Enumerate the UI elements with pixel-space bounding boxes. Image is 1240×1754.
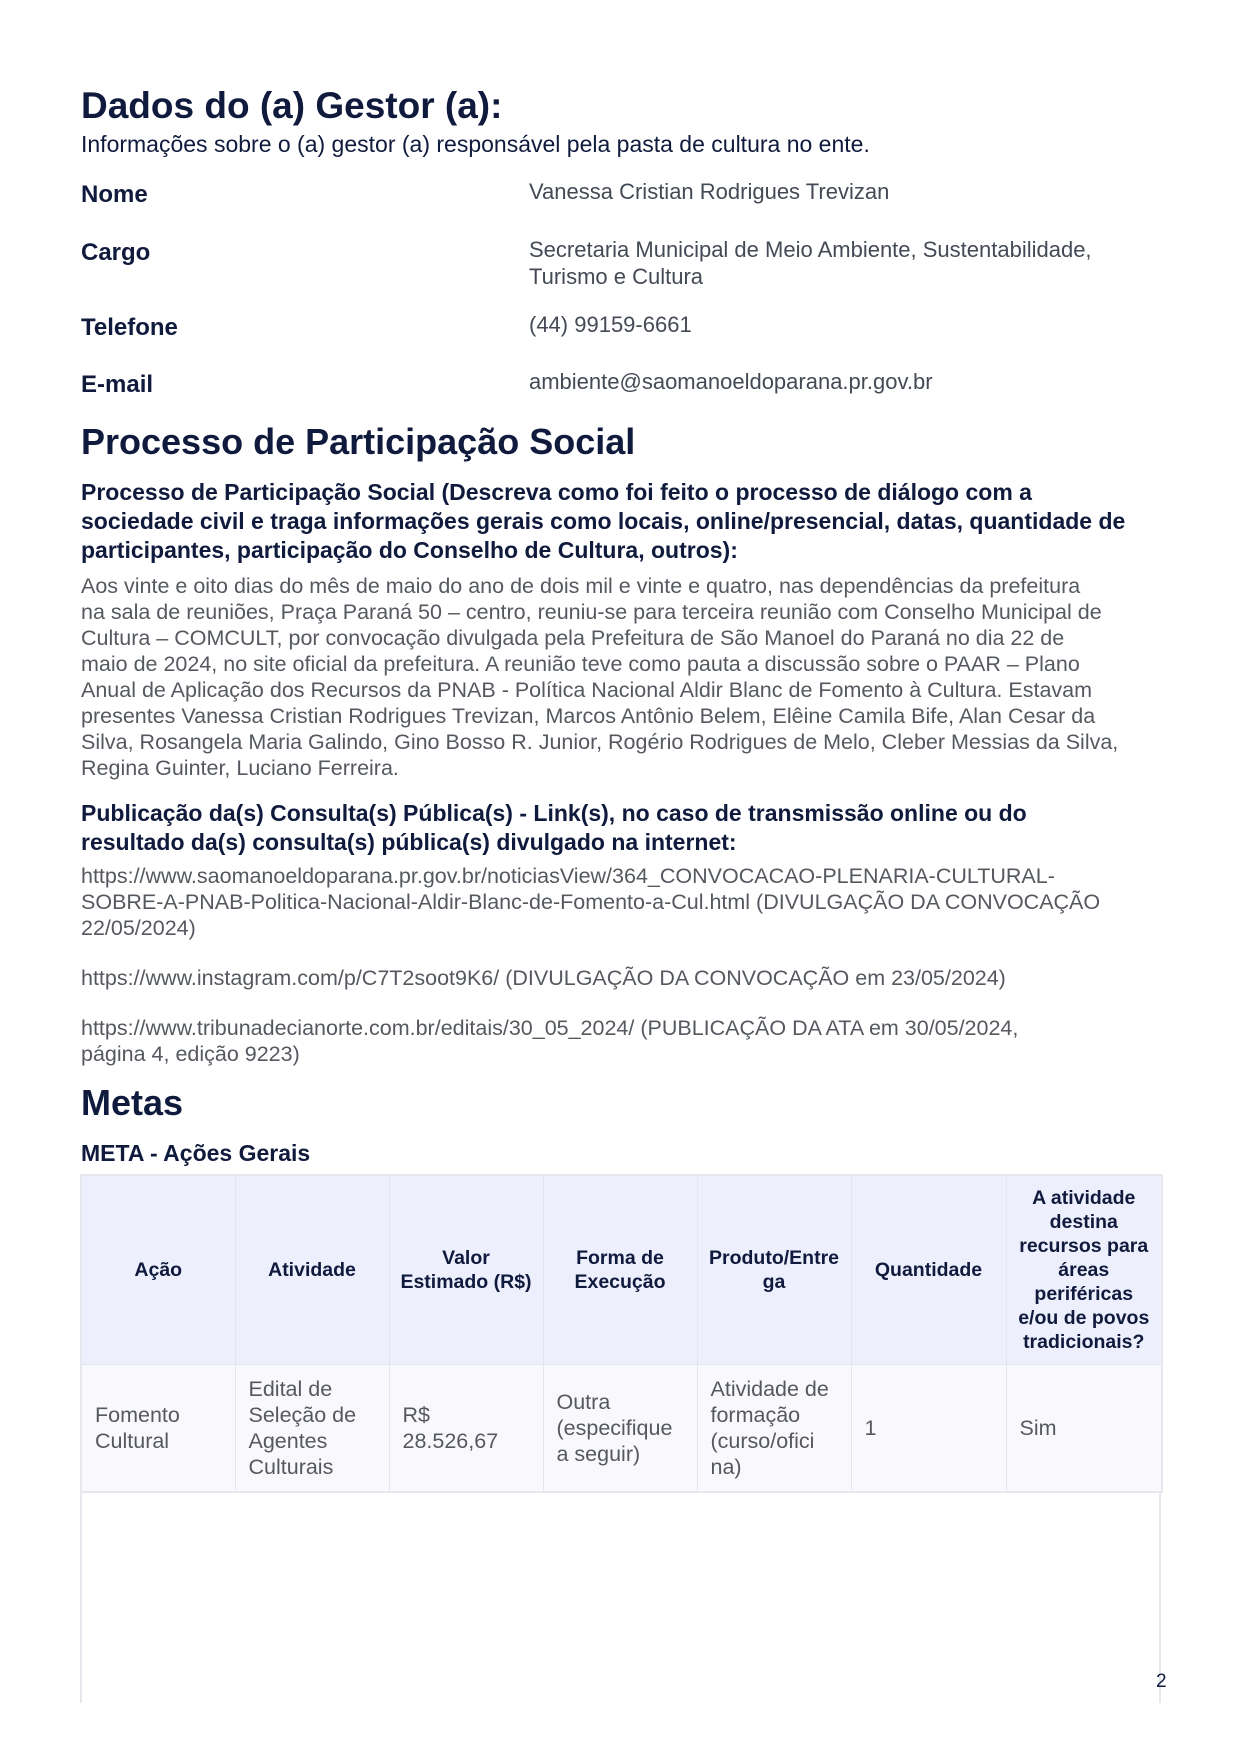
table-header-cell: [697, 1175, 851, 1365]
telefone-value: (44) 99159-6661: [529, 312, 692, 337]
answer-line: presentes Vanessa Cristian Rodrigues Trevizan, Marcos Antônio Belem, Elêine Camila Bife, Alan Cesar da: [81, 704, 1096, 728]
table-header-cell: [1006, 1175, 1162, 1365]
nome-label: Nome: [81, 181, 148, 208]
publicacao-link-3[interactable]: [81, 1015, 1161, 1067]
document-page: [81, 84, 1161, 1703]
metas-subtitle: META - Ações Gerais: [81, 1140, 311, 1166]
cell-line: Seleção de: [248, 1402, 357, 1427]
table-header-cell: [81, 1175, 235, 1365]
table-header-row: [81, 1175, 1162, 1365]
table-header-cell: [235, 1175, 389, 1365]
header-line: Execução: [574, 1271, 666, 1293]
header-line: periféricas: [1034, 1283, 1134, 1305]
cargo-value: [529, 234, 1161, 290]
cell-line: (curso/ofici: [710, 1428, 815, 1453]
link-line[interactable]: SOBRE-A-PNAB-Politica-Nacional-Aldir-Blanc-de-Fomento-a-Cul.html (DIVULGAÇÃO DA CONVOCAÇÃO: [81, 890, 1101, 914]
header-line: Estimado (R$): [400, 1271, 532, 1293]
cell-line: (especifique: [556, 1415, 673, 1440]
cell-line: Outra: [556, 1389, 611, 1414]
table-header-cell: [851, 1175, 1006, 1365]
email-label: E-mail: [81, 371, 154, 398]
header-line: Atividade: [268, 1259, 356, 1281]
answer-line: Cultura – COMCULT, por convocação divulgada pela Prefeitura de São Manoel do Paraná no dia 22 de: [81, 626, 1065, 650]
cargo-label: Cargo: [81, 239, 151, 266]
metas-table: [80, 1174, 1163, 1493]
table-continuation: [80, 1493, 1161, 1703]
answer-line: maio de 2024, no site oficial da prefeitura. A reunião teve como pauta a discussão sobre o PAAR – Plano: [81, 652, 1080, 676]
table-row: [81, 1365, 1162, 1492]
participacao-answer: [81, 573, 1161, 781]
telefone-label: Telefone: [81, 314, 178, 341]
cell-line: Fomento: [95, 1402, 180, 1427]
header-line: A atividade: [1032, 1187, 1136, 1209]
gestor-subtitle: Informações sobre o (a) gestor (a) responsável pela pasta de cultura no ente.: [81, 131, 870, 157]
cell-line: 1: [864, 1415, 877, 1440]
cell-line: R$: [402, 1402, 430, 1427]
question-line: resultado da(s) consulta(s) pública(s) divulgado na internet:: [81, 829, 737, 855]
table-cell: [81, 1365, 235, 1492]
header-line: tradicionais?: [1023, 1331, 1145, 1353]
cell-line: Culturais: [248, 1454, 334, 1479]
answer-line: Aos vinte e oito dias do mês de maio do ano de dois mil e vinte e quatro, nas dependências da prefeitura: [81, 574, 1081, 598]
link-line[interactable]: https://www.saomanoeldoparana.pr.gov.br/noticiasView/364_CONVOCACAO-PLENARIA-CULTURAL-: [81, 864, 1055, 888]
table-header-cell: [389, 1175, 543, 1365]
header-line: Produto/Entre: [709, 1247, 839, 1269]
gestor-info-table: [81, 176, 1161, 422]
answer-line: Silva, Rosangela Maria Galindo, Gino Bosso R. Junior, Rogério Rodrigues de Melo, Cleber Messias da Silva,: [81, 730, 1119, 754]
header-line: áreas: [1058, 1259, 1110, 1281]
info-row-email: [81, 366, 1161, 422]
cargo-value-line: Secretaria Municipal de Meio Ambiente, Sustentabilidade,: [529, 237, 1092, 262]
cell-line: a seguir): [556, 1441, 641, 1466]
question-line: Processo de Participação Social (Descreva como foi feito o processo de diálogo com a: [81, 479, 1032, 505]
table-cell: [1006, 1365, 1162, 1492]
answer-line: Anual de Aplicação dos Recursos da PNAB - Política Nacional Aldir Blanc de Fomento à Cultura. Estavam: [81, 678, 1093, 702]
cell-line: Sim: [1019, 1415, 1057, 1440]
answer-line: Regina Guinter, Luciano Ferreira.: [81, 756, 399, 780]
table-cell: [389, 1365, 543, 1492]
cell-line: na): [710, 1454, 742, 1479]
header-line: Valor: [442, 1247, 490, 1269]
participacao-title: Processo de Participação Social: [81, 421, 636, 462]
header-line: Forma de: [576, 1247, 664, 1269]
cell-line: Agentes: [248, 1428, 328, 1453]
nome-value: Vanessa Cristian Rodrigues Trevizan: [529, 179, 890, 204]
publicacao-question: [81, 799, 1161, 857]
answer-line: na sala de reuniões, Praça Paraná 50 – centro, reuniu-se para terceira reunião com Conselho Municipal de: [81, 600, 1102, 624]
question-line: participantes, participação do Conselho de Cultura, outros):: [81, 537, 738, 563]
cell-line: formação: [710, 1402, 801, 1427]
cargo-value-line: Turismo e Cultura: [529, 264, 704, 289]
header-line: recursos para: [1019, 1235, 1149, 1257]
cell-line: 28.526,67: [402, 1428, 499, 1453]
table-cell: [697, 1365, 851, 1492]
page-number: 2: [1156, 1671, 1167, 1692]
table-body: [81, 1365, 1162, 1492]
header-line: Quantidade: [874, 1259, 983, 1281]
publicacao-link-2[interactable]: https://www.instagram.com/p/C7T2soot9K6/ (DIVULGAÇÃO DA CONVOCAÇÃO em 23/05/2024): [81, 966, 1006, 990]
table-header-cell: [543, 1175, 697, 1365]
table-cell: [235, 1365, 389, 1492]
participacao-question: [81, 478, 1161, 565]
table-cell: [851, 1365, 1006, 1492]
cell-line: Cultural: [95, 1428, 170, 1453]
link-line[interactable]: https://www.tribunadecianorte.com.br/editais/30_05_2024/ (PUBLICAÇÃO DA ATA em 30/05/2024,: [81, 1016, 1019, 1040]
metas-title: Metas: [81, 1082, 184, 1123]
header-line: Ação: [134, 1259, 183, 1281]
link-line[interactable]: 22/05/2024): [81, 916, 196, 940]
gestor-title: Dados do (a) Gestor (a):: [81, 85, 503, 126]
table-cell: [543, 1365, 697, 1492]
question-line: Publicação da(s) Consulta(s) Pública(s) - Link(s), no caso de transmissão online ou do: [81, 800, 1027, 826]
email-value: ambiente@saomanoeldoparana.pr.gov.br: [529, 369, 933, 394]
cell-line: Atividade de: [710, 1376, 829, 1401]
info-row-telefone: [81, 309, 1161, 366]
question-line: sociedade civil e traga informações gerais como locais, online/presencial, datas, quantidade de: [81, 508, 1126, 534]
publicacao-link-1[interactable]: [81, 863, 1161, 941]
link-line[interactable]: página 4, edição 9223): [81, 1042, 300, 1066]
header-line: destina: [1049, 1211, 1118, 1233]
header-line: ga: [762, 1271, 786, 1293]
info-row-nome: [81, 176, 1161, 234]
cell-line: Edital de: [248, 1376, 333, 1401]
info-row-cargo: [81, 234, 1161, 309]
header-line: e/ou de povos: [1018, 1307, 1150, 1329]
